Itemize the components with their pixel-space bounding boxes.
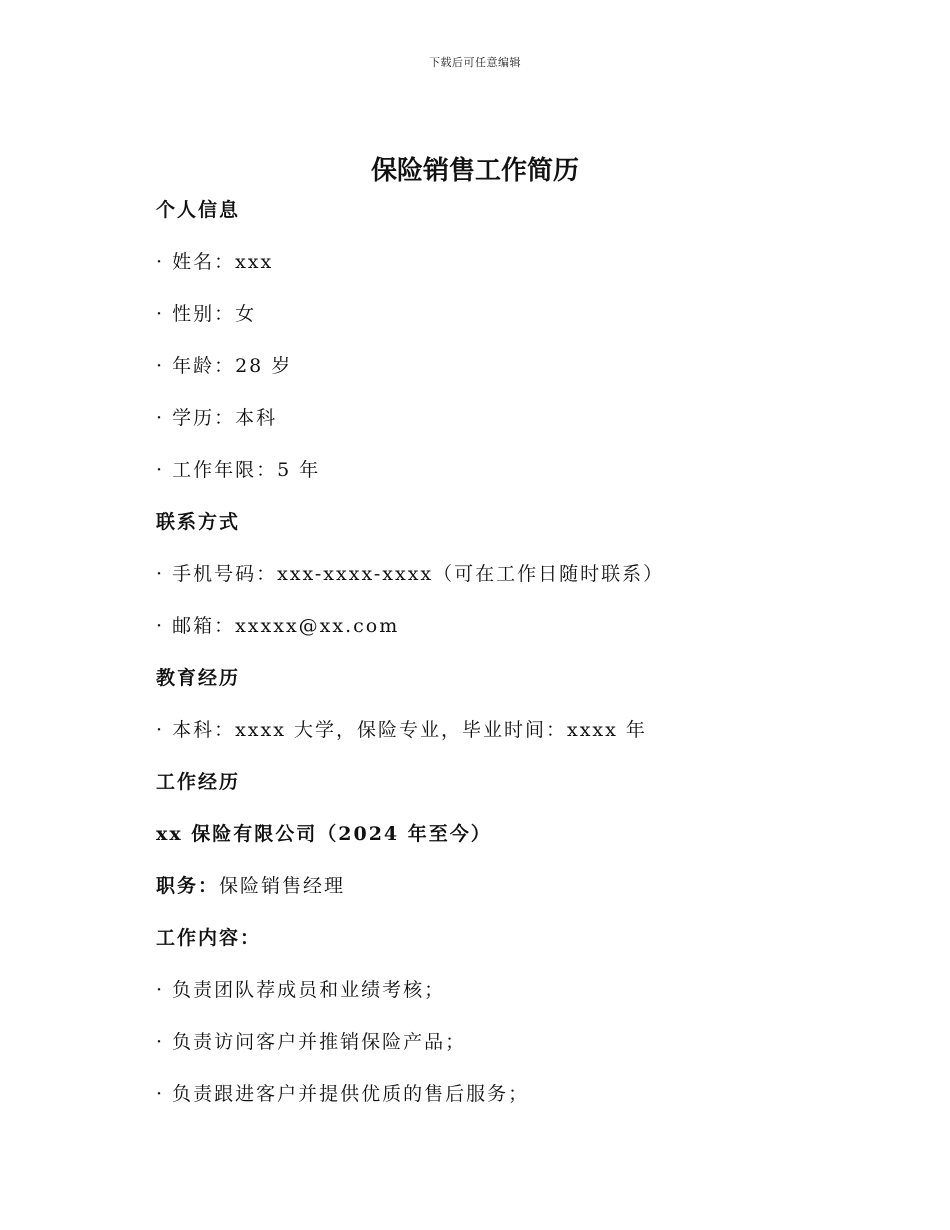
work-duty-item: · 负责访问客户并推销保险产品； — [156, 1031, 467, 1053]
section-heading-education: 教育经历 — [156, 667, 241, 689]
work-position-label: 职务： — [156, 875, 220, 897]
personal-item-name: · 姓名：xxx — [156, 251, 274, 273]
resume-body — [156, 195, 856, 1131]
work-duties-label: 工作内容： — [156, 927, 262, 949]
section-heading-work: 工作经历 — [156, 771, 241, 793]
work-duty-item: · 负责团队荐成员和业绩考核； — [156, 979, 446, 1001]
contact-item-email: · 邮箱：xxxxx@xx.com — [156, 615, 400, 637]
work-duty-item: · 负责跟进客户并提供优质的售后服务； — [156, 1083, 530, 1105]
contact-item-phone: · 手机号码：xxx-xxxx-xxxx（可在工作日随时联系） — [156, 563, 665, 585]
personal-item-age: · 年龄：28 岁 — [156, 355, 293, 377]
work-position — [156, 871, 856, 923]
work-position-value: 保险销售经理 — [219, 875, 346, 897]
personal-item-experience-years: · 工作年限：5 年 — [156, 459, 321, 481]
work-company: xx 保险有限公司（2024 年至今） — [156, 823, 492, 845]
resume-title: 保险销售工作简历 — [370, 156, 579, 186]
education-item-bachelor: · 本科：xxxx 大学，保险专业，毕业时间：xxxx 年 — [156, 719, 647, 741]
personal-item-gender: · 性别：女 — [156, 303, 257, 325]
section-heading-contact: 联系方式 — [156, 511, 241, 533]
personal-item-education: · 学历：本科 — [156, 407, 278, 429]
section-heading-personal: 个人信息 — [156, 199, 241, 221]
page-header-note: 下载后可任意编辑 — [429, 56, 521, 69]
